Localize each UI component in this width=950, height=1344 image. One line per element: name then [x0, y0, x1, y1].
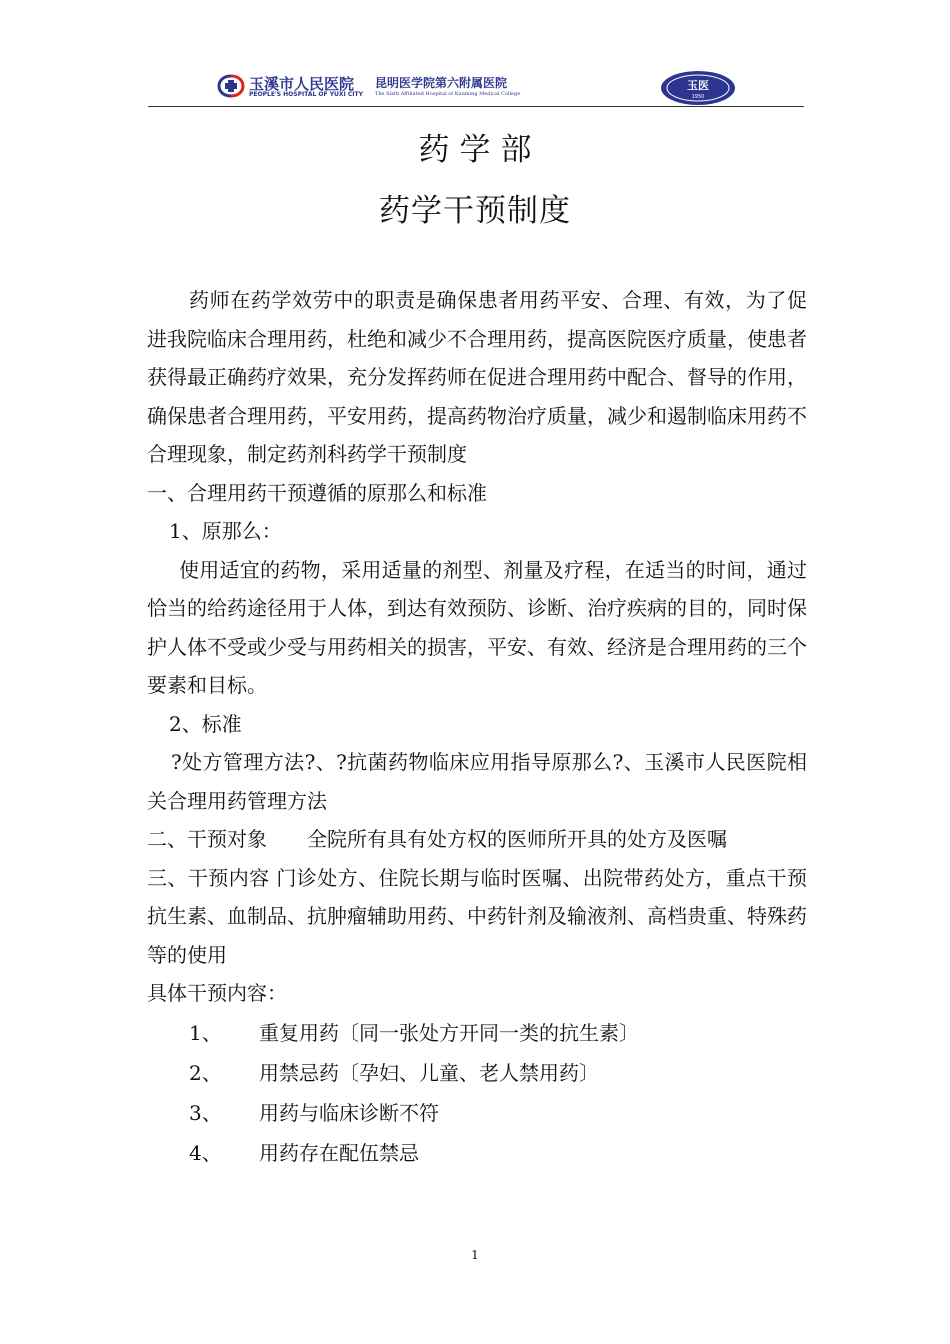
- header-divider: [148, 106, 804, 107]
- details-heading: 具体干预内容：: [147, 981, 287, 1005]
- standard-heading: 2、标准: [169, 711, 242, 736]
- principle-text: 使用适宜的药物，采用适量的剂型、剂量及疗程，在适当的时间，通过恰当的给药途径用于人体，到达有效预防、诊断、治疗疾病的目的，同时保护人体不受或少受与用药相关的损害，平安、有效、经济是合理用药的三个要素和目标。: [147, 557, 807, 697]
- list-item-text: 用药存在配伍禁忌: [259, 1140, 419, 1165]
- emblem-year: 1950: [691, 94, 705, 100]
- list-item-number: 2、: [189, 1060, 222, 1085]
- list-item-number: 1、: [189, 1020, 222, 1045]
- department-title: 药学部: [418, 132, 542, 168]
- svg-text:玉医: 玉医: [687, 79, 709, 92]
- list-item: [147, 1053, 807, 1093]
- standard-text: ?处方管理方法?、?抗菌药物临床应用指导原那么?、玉溪市人民医院相关合理用药管理方法: [147, 750, 807, 813]
- list-item: [147, 1093, 807, 1133]
- list-item-text: 用药与临床诊断不符: [259, 1100, 439, 1125]
- list-item-number: 4、: [189, 1140, 222, 1165]
- list-item-text: 重复用药〔同一张处方开同一类的抗生素〕: [259, 1020, 639, 1045]
- hospital-name-cn: 玉溪市人民医院: [249, 75, 355, 93]
- document-title: 药学干预制度: [379, 193, 571, 229]
- hospital-name-en: PEOPLE'S HOSPITAL OF YUXI CITY: [249, 91, 363, 98]
- section-2-text: 二、干预对象 全院所有具有处方权的医师所开具的处方及医嘱: [147, 827, 727, 851]
- hospital-cross-icon: [217, 74, 245, 98]
- document-body: [147, 281, 807, 1173]
- intro-paragraph: 药师在药学效劳中的职责是确保患者用药平安、合理、有效，为了促进我院临床合理用药，杜绝和减少不合理用药，提高医院医疗质量，使患者获得最正确药疗效果，充分发挥药师在促进合理用药中配合、督导的作用，确保患者合理用药，平安用药，提高药物治疗质量，减少和遏制临床用药不合理现象，制定药剂科药学干预制度: [147, 288, 807, 466]
- list-item-number: 3、: [189, 1100, 222, 1125]
- hospital-emblem: [660, 70, 736, 106]
- principle-heading: 1、原那么：: [169, 519, 282, 543]
- section-3-text: 三、干预内容 门诊处方、住院长期与临时医嘱、出院带药处方，重点干预抗生素、血制品、抗肿瘤辅助用药、中药针剂及输液剂、高档贵重、特殊药等的使用: [147, 865, 807, 967]
- page-number: 1: [471, 1248, 479, 1262]
- college-name-cn: 昆明医学院第六附属医院: [375, 76, 508, 90]
- section-1-heading: 一、合理用药干预遵循的原那么和标准: [147, 480, 487, 505]
- hospital-logo: [215, 70, 530, 102]
- list-item: [147, 1013, 807, 1053]
- college-name-en: The Sixth Affiliated Hospital of Kunming Medical College: [375, 91, 521, 97]
- list-item: [147, 1133, 807, 1173]
- list-item-text: 用禁忌药〔孕妇、儿童、老人禁用药〕: [259, 1060, 599, 1085]
